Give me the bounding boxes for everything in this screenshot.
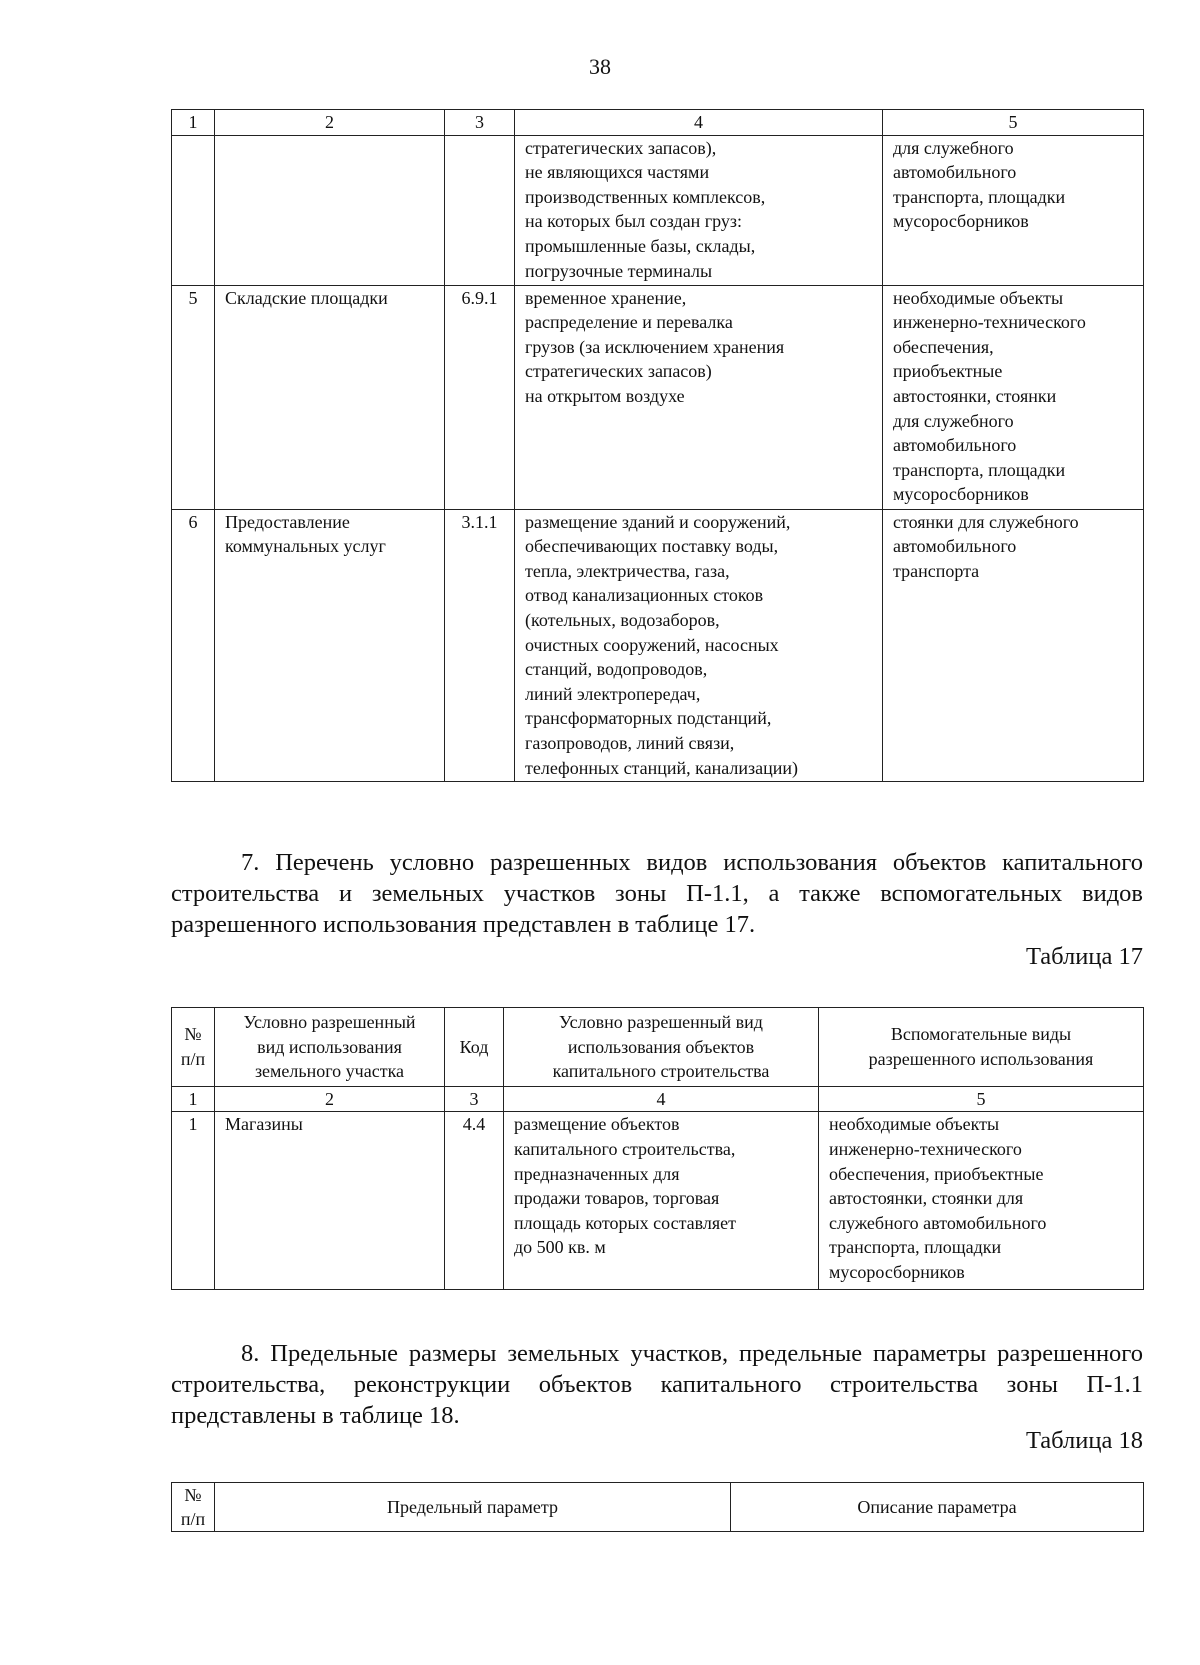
- land-use-name: [215, 135, 445, 285]
- table-row: [172, 135, 1144, 285]
- column-number-row: [172, 110, 1144, 136]
- table-18: [171, 1482, 1144, 1532]
- column-number: 3: [445, 1086, 504, 1112]
- auxiliary-uses: стоянки для служебного автомобильного транспорта: [883, 509, 1144, 781]
- use-description: временное хранение, распределение и перевалка грузов (за исключением хранения стратегических запасов) на открытом воздухе: [515, 285, 883, 509]
- column-number: 2: [215, 1086, 445, 1112]
- table-row: [172, 509, 1144, 781]
- auxiliary-uses: для служебного автомобильного транспорта, площадки мусоросборников: [883, 135, 1144, 285]
- land-use-name: Магазины: [215, 1112, 445, 1290]
- page-number: 38: [589, 54, 611, 79]
- column-header: Условно разрешенный вид использования объектов капитального строительства: [504, 1008, 819, 1087]
- table-header-row: [172, 1008, 1144, 1087]
- table-header-row: [172, 1483, 1144, 1532]
- column-header: № п/п: [172, 1483, 215, 1532]
- column-header: Условно разрешенный вид использования земельного участка: [215, 1008, 445, 1087]
- row-number: 1: [172, 1112, 215, 1290]
- use-code: 3.1.1: [445, 509, 515, 781]
- column-number: 4: [515, 110, 883, 136]
- column-header: Предельный параметр: [215, 1483, 731, 1532]
- table-17: [171, 1007, 1144, 1290]
- row-number: 5: [172, 285, 215, 509]
- auxiliary-uses: необходимые объекты инженерно-технического обеспечения, приобъектные автостоянки, стоянки для служебного автомобильного транспорта, площадки мусоросборников: [883, 285, 1144, 509]
- auxiliary-uses: необходимые объекты инженерно-технического обеспечения, приобъектные автостоянки, стоянки для служебного автомобильного транспорта, площадки мусоросборников: [819, 1112, 1144, 1290]
- column-number: 1: [172, 1086, 215, 1112]
- column-number: 5: [819, 1086, 1144, 1112]
- column-header: Описание параметра: [731, 1483, 1144, 1532]
- use-description: стратегических запасов), не являющихся частями производственных комплексов, на которых был создан груз: промышленные базы, склады, погрузочные терминалы: [515, 135, 883, 285]
- column-number: 5: [883, 110, 1144, 136]
- column-header: Код: [445, 1008, 504, 1087]
- use-code: [445, 135, 515, 285]
- row-number: [172, 135, 215, 285]
- paragraph-7: 7. Перечень условно разрешенных видов использования объектов капитального строительства и земельных участков зоны П-1.1, а также вспомогательных видов разрешенного использования представлен в таблице 17.: [171, 848, 1143, 938]
- land-use-name: Предоставление коммунальных услуг: [215, 509, 445, 781]
- table-17-caption: Таблица 17: [1025, 943, 1143, 970]
- use-code: 4.4: [445, 1112, 504, 1290]
- permitted-uses-table-continued: [171, 109, 1144, 782]
- column-header: № п/п: [172, 1008, 215, 1087]
- column-number: 3: [445, 110, 515, 136]
- table-row: [172, 1112, 1144, 1290]
- use-description: размещение объектов капитального строительства, предназначенных для продажи товаров, торговая площадь которых составляет до 500 кв. м: [504, 1112, 819, 1290]
- paragraph-8: 8. Предельные размеры земельных участков, предельные параметры разрешенного строительства, реконструкции объектов капитального строительства зоны П-1.1 представлены в таблице 18.: [171, 1339, 1143, 1429]
- use-description: размещение зданий и сооружений, обеспечивающих поставку воды, тепла, электричества, газа, отвод канализационных стоков (котельных, водозаборов, очистных сооружений, насосных станций, водопроводов, линий электропередач, трансформаторных подстанций, газопроводов, линий связи, телефонных станций, канализации): [515, 509, 883, 781]
- column-header: Вспомогательные виды разрешенного использования: [819, 1008, 1144, 1087]
- column-number: 4: [504, 1086, 819, 1112]
- column-number-row: [172, 1086, 1144, 1112]
- use-code: 6.9.1: [445, 285, 515, 509]
- table-18-caption: Таблица 18: [1025, 1427, 1143, 1454]
- row-number: 6: [172, 509, 215, 781]
- column-number: 2: [215, 110, 445, 136]
- column-number: 1: [172, 110, 215, 136]
- table-row: [172, 285, 1144, 509]
- land-use-name: Складские площадки: [215, 285, 445, 509]
